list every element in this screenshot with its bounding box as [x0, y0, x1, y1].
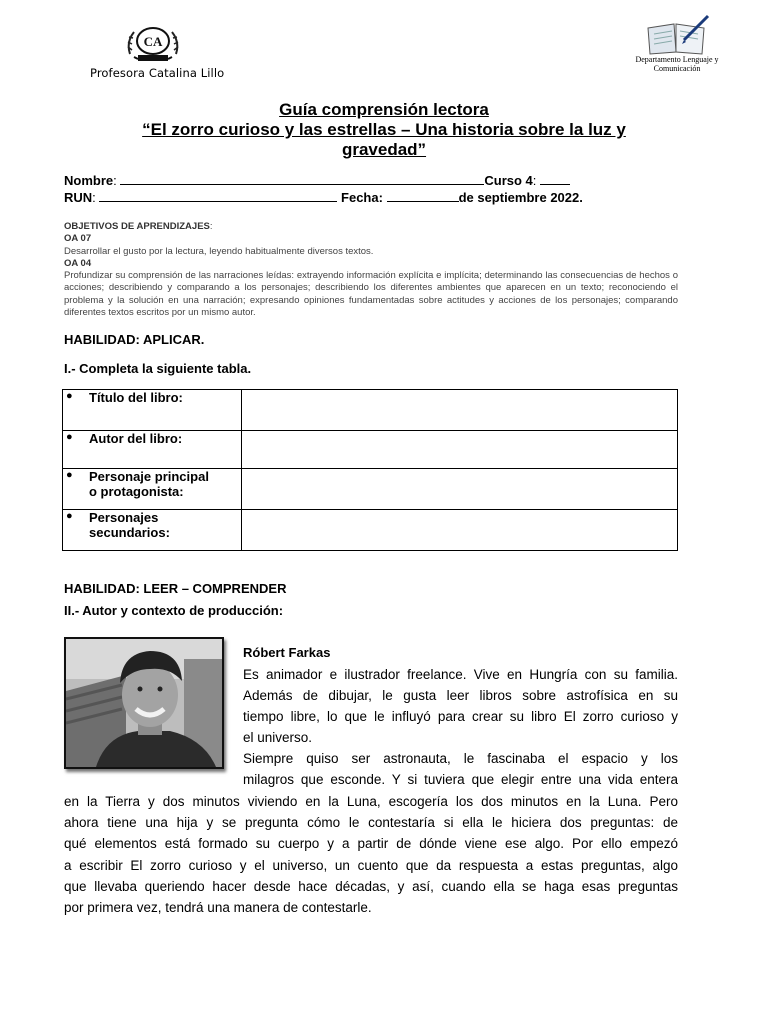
author-name: Róbert Farkas [243, 645, 331, 660]
row-label: Título del libro: [89, 390, 183, 405]
run-date-row: RUN: Fecha: de septiembre 2022. [64, 190, 583, 205]
name-label: Nombre [64, 173, 114, 188]
bio-line: tiempo libre, lo que le influyó para crear su libro El zorro curioso y [243, 709, 678, 724]
row-label: Personaje principal [89, 469, 209, 484]
teacher-name: Profesora Catalina Lillo [90, 66, 225, 80]
row-label: Autor del libro: [89, 431, 183, 446]
table-row [63, 390, 678, 431]
oa04-text: Profundizar su comprensión de las narraciones leídas: extrayendo información explícita e implícita; determinando las consecuencias de hechos o acciones; describiendo y comparando a los personajes; describiendo los diferentes ambientes que aparecen en un texto; reconociendo el problema y la solución en una narración; expresando opiniones fundamentadas sobre actitudes y acciones de los personajes; comparando diferentes textos escritos por un mismo autor. [64, 270, 678, 319]
row-label: Personajes [89, 510, 159, 525]
oa07-text: Desarrollar el gusto por la lectura, leyendo habitualmente diversos textos. [64, 245, 374, 257]
department-line-1: Departamento Lenguaje y [635, 55, 719, 64]
table-instruction: I.- Completa la siguiente tabla. [64, 361, 252, 376]
answer-cell[interactable] [242, 390, 678, 431]
bullet-icon: ● [66, 510, 73, 522]
learning-objectives: OBJETIVOS DE APRENDIZAJES: OA 07 Desarrollar el gusto por la lectura, leyendo habitualmente diversos textos. OA 04 Profundizar su comprensión de las narraciones leídas: extrayendo información explícita e implícita; determinando las consecuencias de hechos o acciones; describiendo y comparando a los personajes; describiendo los diferentes ambientes que aparecen en un texto; reconociendo el problema y la solución en una narración; expresando opiniones fundamentadas sobre actitudes y acciones de los personajes; comparando diferentes textos escritos por un mismo autor. [64, 221, 678, 319]
bio-line: milagros que esconde. Y si tuviera que elegir entre una vida entera [243, 772, 678, 787]
document-title [90, 100, 678, 160]
run-blank[interactable] [99, 190, 337, 202]
bio-line: el universo. [243, 730, 313, 745]
author-photo [64, 637, 224, 769]
school-crest-logo [124, 24, 182, 66]
bio-line: Además de dibujar, le gusta leer libros sobre astrofísica en su [243, 688, 678, 703]
date-blank[interactable] [387, 190, 459, 202]
bio-line: Es animador e ilustrador freelance. Vive en Hungría con su familia. [243, 667, 678, 682]
bio-line: Siempre quiso ser astronauta, le fascinaba el espacio y los [243, 751, 678, 766]
name-blank[interactable] [120, 173, 484, 185]
bullet-icon: ● [66, 390, 73, 402]
author-context-instruction: II.- Autor y contexto de producción: [64, 603, 284, 618]
skill-apply-heading: HABILIDAD: APLICAR. [64, 332, 205, 347]
course-blank[interactable] [540, 173, 570, 185]
objectives-heading: OBJETIVOS DE APRENDIZAJES [64, 221, 210, 232]
skill-read-heading: HABILIDAD: LEER – COMPRENDER [64, 581, 287, 596]
course-label: Curso 4 [484, 173, 533, 188]
row-label-cont: secundarios: [89, 525, 170, 540]
oa04-code: OA 04 [64, 257, 92, 269]
book-and-pen-logo [642, 14, 712, 56]
title-line-3: gravedad” [341, 140, 427, 159]
run-label: RUN [64, 190, 93, 205]
answer-cell[interactable] [242, 469, 678, 510]
oa07-code: OA 07 [64, 233, 92, 245]
bio-line: que llevaba queriendo hacer desde hace décadas, y así, cuando ella se haga esas preguntas [64, 879, 678, 894]
bio-line: a escribir El zorro curioso y el universo, un cuento que da respuesta a estas preguntas, algo [64, 858, 678, 873]
bio-line: en la Tierra y dos minutos viviendo en la Luna, escogería los dos minutos en la Luna. Pero [64, 794, 678, 809]
answer-cell[interactable] [242, 510, 678, 551]
bullet-icon: ● [66, 431, 73, 443]
bio-line: ahora tiene una hija y se pregunta cómo le contestaría si ella le hiciera dos preguntas: de [64, 815, 678, 830]
bio-line: por primera vez, tendrá una manera de contestarle. [64, 900, 372, 915]
table-row [63, 469, 678, 510]
svg-text:CA: CA [143, 34, 163, 49]
date-suffix: de septiembre 2022. [458, 190, 583, 205]
answer-cell[interactable] [242, 431, 678, 469]
date-label: Fecha: [341, 190, 383, 205]
title-line-2: “El zorro curioso y las estrellas – Una historia sobre la luz y [142, 120, 626, 139]
department-line-2: Comunicación [653, 64, 701, 73]
bullet-icon: ● [66, 469, 73, 481]
name-course-row: Nombre: Curso 4: [64, 173, 570, 188]
book-info-table [62, 389, 678, 551]
table-row [63, 510, 678, 551]
department-label [622, 55, 732, 73]
title-line-1: Guía comprensión lectora [279, 100, 489, 119]
table-row [63, 431, 678, 469]
row-label-cont: o protagonista: [89, 484, 184, 499]
bio-line: qué elementos está formado su cuerpo y a partir de dónde viene ese algo. Por ello empezó [64, 836, 678, 851]
